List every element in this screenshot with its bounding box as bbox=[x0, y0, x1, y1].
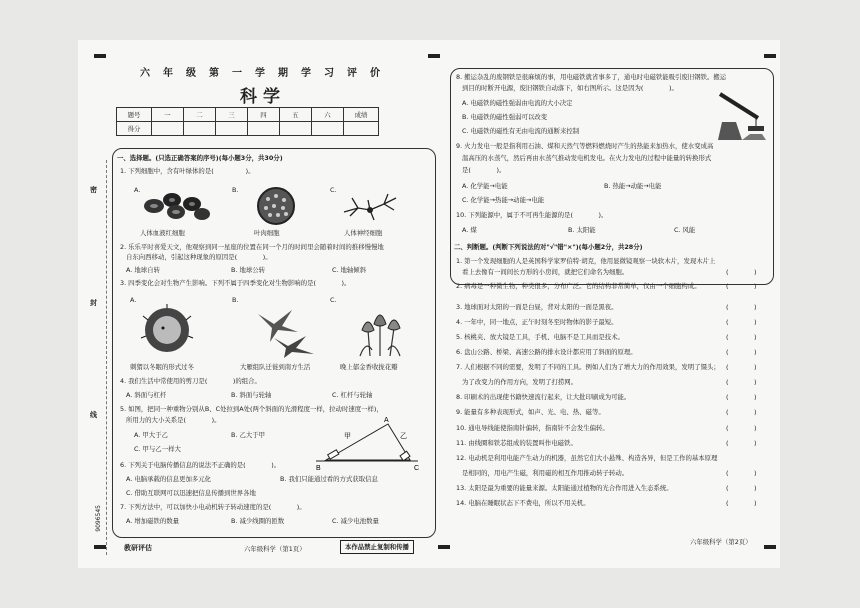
option: A. 电脑承载的信息更加多元化 bbox=[126, 475, 212, 483]
red-blood-cells-image bbox=[142, 190, 212, 222]
option: B. 地球公转 bbox=[231, 266, 266, 274]
judge-question: 7. 人们根据不同的需要，发明了不同的工具。例如人们为了增大力的作用效果，发明了镊头； bbox=[456, 363, 720, 371]
question-4: 4. 我们生活中常使用的剪刀是( )的组合。 bbox=[120, 377, 261, 385]
question-1: 1. 下列细胞中，含有叶绿体的是( )。 bbox=[120, 167, 255, 175]
judge-question: 11. 由线圈和铁芯组成的装置叫作电磁铁。 bbox=[456, 439, 577, 447]
answer-bracket[interactable]: ( ) bbox=[726, 424, 757, 432]
question-6: 6. 下列关于电脑传播信息的说法不正确的是( )。 bbox=[120, 461, 281, 469]
option: C. 甲与乙一样大 bbox=[134, 445, 181, 453]
score-table-header-row bbox=[117, 108, 379, 122]
option-label: B. bbox=[232, 186, 239, 194]
score-cell bbox=[248, 122, 280, 136]
option: A. 增加磁铁的数量 bbox=[126, 517, 180, 525]
wild-geese-image bbox=[244, 302, 324, 358]
option: B. 我们只能通过看的方式获取信息 bbox=[280, 475, 378, 483]
question-7: 7. 下列方法中，可以加快小电动机转子转动速度的是( )。 bbox=[120, 503, 306, 511]
image-caption: 晚上郁金香收拢花瓣 bbox=[340, 363, 398, 371]
page-number: 六年级科学（第2页） bbox=[690, 538, 752, 546]
score-cell: 一 bbox=[152, 108, 184, 122]
image-caption: 人体神经细胞 bbox=[344, 229, 383, 237]
answer-bracket[interactable]: ( ) bbox=[726, 408, 757, 416]
section-heading: 一、选择题。(只选正确答案的序号)(每小题3分，共30分) bbox=[117, 154, 283, 162]
option-label: C. bbox=[330, 296, 337, 304]
figure-label-a: A bbox=[384, 417, 389, 424]
exam-sheet bbox=[78, 40, 780, 568]
score-cell: 成绩 bbox=[344, 108, 379, 122]
option: C. 杠杆与轮轴 bbox=[332, 391, 373, 399]
figure-label-jia: 甲 bbox=[344, 433, 351, 440]
section-heading: 二、判断题。(判断下列说法的对"√"错"×")(每小题2分，共28分) bbox=[454, 243, 643, 251]
answer-bracket[interactable]: ( ) bbox=[726, 499, 757, 507]
binding-label: 封 bbox=[90, 299, 97, 307]
question-9-cont: 温高压的水蒸气，然后再由水蒸气推动发电机发电。在火力发电的过程中能量的转换形式 bbox=[462, 154, 712, 162]
option: A. 电磁铁的磁性强弱由电流的大小决定 bbox=[462, 99, 573, 107]
answer-bracket[interactable]: ( ) bbox=[726, 318, 757, 326]
copyright-notice: 本作品禁止复制和传播 bbox=[340, 540, 414, 554]
judge-question: 4. 一年中，同一地点，正午时刻冬至时物体的影子最短。 bbox=[456, 318, 618, 326]
score-cell: 三 bbox=[216, 108, 248, 122]
hedgehog-image bbox=[138, 302, 196, 356]
subject-title: 科学 bbox=[240, 87, 286, 107]
image-caption: 人体血液红细胞 bbox=[140, 229, 185, 237]
answer-bracket[interactable]: ( ) bbox=[726, 303, 757, 311]
judge-question: 13. 太阳是最为重要的能量来源。太阳能通过植物的光合作用进入生态系统。 bbox=[456, 484, 673, 492]
question-5: 5. 如图，把同一种重物分别从B、C处拉到A处(两个斜面的光滑程度一样，拉动时速度一样)， bbox=[120, 405, 383, 413]
answer-bracket[interactable]: ( ) bbox=[726, 363, 757, 371]
image-caption: 刺猬以冬眠的形式过冬 bbox=[130, 363, 194, 371]
option: C. 减少电池数量 bbox=[332, 517, 379, 525]
judge-question: 12. 电动机是利用电能产生动力的机器，虽然它们大小悬殊、构造各异，但是工作的基本原理 bbox=[456, 454, 718, 462]
option: B. 减少线圈的匝数 bbox=[231, 517, 285, 525]
footer-logo-text: 教研评估 bbox=[124, 544, 152, 552]
option: A. 煤 bbox=[462, 226, 477, 234]
answer-bracket[interactable]: ( ) bbox=[726, 268, 757, 276]
option-label: A. bbox=[134, 186, 141, 194]
option: B. 乙大于甲 bbox=[231, 431, 266, 439]
option: C. 风能 bbox=[674, 226, 696, 234]
judge-question: 1. 第一个发现细胞的人是英国科学家罗伯特·胡克，他用显微镜观察一块软木片，发现木片上 bbox=[456, 257, 716, 265]
judge-question: 2. 病毒是一种微生物，种类很多，分布广泛。它的结构非常简单，仅由一个细胞构成。 bbox=[456, 282, 701, 290]
serial-number: 9096545 bbox=[95, 505, 102, 532]
figure-label-b: B bbox=[316, 465, 321, 472]
question-3: 3. 四季变化会对生物产生影响。下列不属于四季变化对生物影响的是( )。 bbox=[120, 279, 351, 287]
judge-question: 8. 印刷术的出现使书籍快速流行起来，让大批印刷成为可能。 bbox=[456, 393, 631, 401]
question-9-cont: 是( )。 bbox=[462, 166, 506, 174]
answer-bracket[interactable]: ( ) bbox=[726, 348, 757, 356]
score-cell bbox=[280, 122, 312, 136]
option: B. 斜面与轮轴 bbox=[231, 391, 272, 399]
option: B. 电磁铁的磁性强弱可以改变 bbox=[462, 113, 548, 121]
judge-question: 看上去像有一间间长方形的小房间，就把它们命名为细胞。 bbox=[462, 268, 629, 276]
option: A. 斜面与杠杆 bbox=[126, 391, 167, 399]
question-10: 10. 下列能源中，属于不可再生能源的是( )。 bbox=[456, 211, 608, 219]
judge-question: 14. 电脑在睡眠状态下不费电，所以不用关机。 bbox=[456, 499, 590, 507]
score-table bbox=[116, 107, 379, 136]
figure-label-c: C bbox=[414, 465, 420, 472]
question-8-cont: 到目的时断开电源，废旧钢铁自动落下，如右图所示。这是因为( )。 bbox=[462, 84, 678, 92]
answer-bracket[interactable]: ( ) bbox=[726, 484, 757, 492]
binding-label: 密 bbox=[90, 186, 97, 194]
question-8: 8. 搬运杂乱的废钢铁是很麻烦的事，用电磁铁就省事多了，通电时电磁铁能吸引废旧钢铁。搬运 bbox=[456, 73, 727, 81]
registration-mark bbox=[764, 54, 776, 58]
score-cell bbox=[344, 122, 379, 136]
option: B. 太阳能 bbox=[568, 226, 596, 234]
page-number: 六年级科学（第1页） bbox=[244, 545, 306, 553]
option: C. 化学能→热能→动能→电能 bbox=[462, 196, 545, 204]
score-cell bbox=[184, 122, 216, 136]
option: C. 借助互联网可以迅速把信息传播到世界各地 bbox=[126, 489, 256, 497]
score-cell bbox=[216, 122, 248, 136]
option-label: A. bbox=[130, 296, 137, 304]
question-2: 2. 乐乐平时喜爱天文，他观察到同一星座的位置在同一个月的时间里会随着时间的推移慢慢地 bbox=[120, 243, 384, 251]
exam-title: 六年级第一学期学习评价 bbox=[140, 68, 393, 79]
image-caption: 叶肉细胞 bbox=[254, 229, 280, 237]
option-label: B. bbox=[232, 296, 239, 304]
answer-bracket[interactable]: ( ) bbox=[726, 378, 757, 386]
option: A. 地球自转 bbox=[126, 266, 160, 274]
option: A. 甲大于乙 bbox=[134, 431, 168, 439]
registration-mark bbox=[428, 54, 440, 58]
judge-question: 5. 核桃夹、放大镜是工具，手机、电脑不是工具而是技术。 bbox=[456, 333, 624, 341]
option: C. 地轴倾斜 bbox=[332, 266, 367, 274]
tulip-image bbox=[352, 300, 408, 358]
answer-bracket[interactable]: ( ) bbox=[726, 393, 757, 401]
registration-mark bbox=[764, 545, 776, 549]
registration-mark bbox=[94, 54, 106, 58]
answer-bracket[interactable]: ( ) bbox=[726, 469, 757, 477]
score-cell: 五 bbox=[280, 108, 312, 122]
nerve-cell-image bbox=[340, 190, 400, 224]
score-cell bbox=[312, 122, 344, 136]
judge-question: 10. 通电导线能使指南针偏转，指南针不会发生偏转。 bbox=[456, 424, 609, 432]
option-label: C. bbox=[330, 186, 337, 194]
judge-question: 为了改变力的作用方向，发明了打捞网。 bbox=[462, 378, 578, 386]
leaf-cell-image bbox=[256, 186, 296, 226]
score-cell: 四 bbox=[248, 108, 280, 122]
judge-question: 是相同的，用电产生磁，利用磁的相互作用推动转子转动。 bbox=[462, 469, 629, 477]
judge-question: 6. 盘山公路、桥梁、高速公路的排水设计都应用了斜面的原理。 bbox=[456, 348, 637, 356]
judge-question: 3. 地球面对太阳的一面是白昼，背对太阳的一面是黑夜。 bbox=[456, 303, 618, 311]
inclined-plane-figure bbox=[314, 416, 426, 472]
registration-mark bbox=[94, 545, 106, 549]
option: A. 化学能→电能 bbox=[462, 182, 508, 190]
figure-label-yi: 乙 bbox=[400, 433, 407, 440]
binding-line bbox=[106, 160, 107, 555]
electromagnet-crane-image bbox=[712, 88, 766, 142]
registration-mark bbox=[438, 545, 450, 549]
score-cell: 六 bbox=[312, 108, 344, 122]
answer-bracket[interactable]: ( ) bbox=[726, 282, 757, 290]
question-9: 9. 火力发电一般是指利用石油、煤和天然气等燃料燃烧时产生的热能来加热水，使水变成高 bbox=[456, 142, 714, 150]
score-cell bbox=[152, 122, 184, 136]
score-cell: 二 bbox=[184, 108, 216, 122]
binding-label: 线 bbox=[90, 411, 97, 419]
option: B. 热能→动能→电能 bbox=[604, 182, 662, 190]
answer-bracket[interactable]: ( ) bbox=[726, 439, 757, 447]
option: C. 电磁铁的磁性有无由电流的通断来控制 bbox=[462, 127, 580, 135]
score-cell: 得分 bbox=[117, 122, 152, 136]
score-table-score-row bbox=[117, 122, 379, 136]
question-5-cont: 所用力的大小关系是( )。 bbox=[126, 416, 221, 424]
image-caption: 大雁组队迁徙到南方生活 bbox=[240, 363, 311, 371]
judge-question: 9. 能量有多种表现形式，如声、光、电、热、磁等。 bbox=[456, 408, 605, 416]
score-cell: 题号 bbox=[117, 108, 152, 122]
answer-bracket[interactable]: ( ) bbox=[726, 333, 757, 341]
question-2-cont: 自东向西移动，引起这种现象的原因是( )。 bbox=[126, 253, 272, 261]
